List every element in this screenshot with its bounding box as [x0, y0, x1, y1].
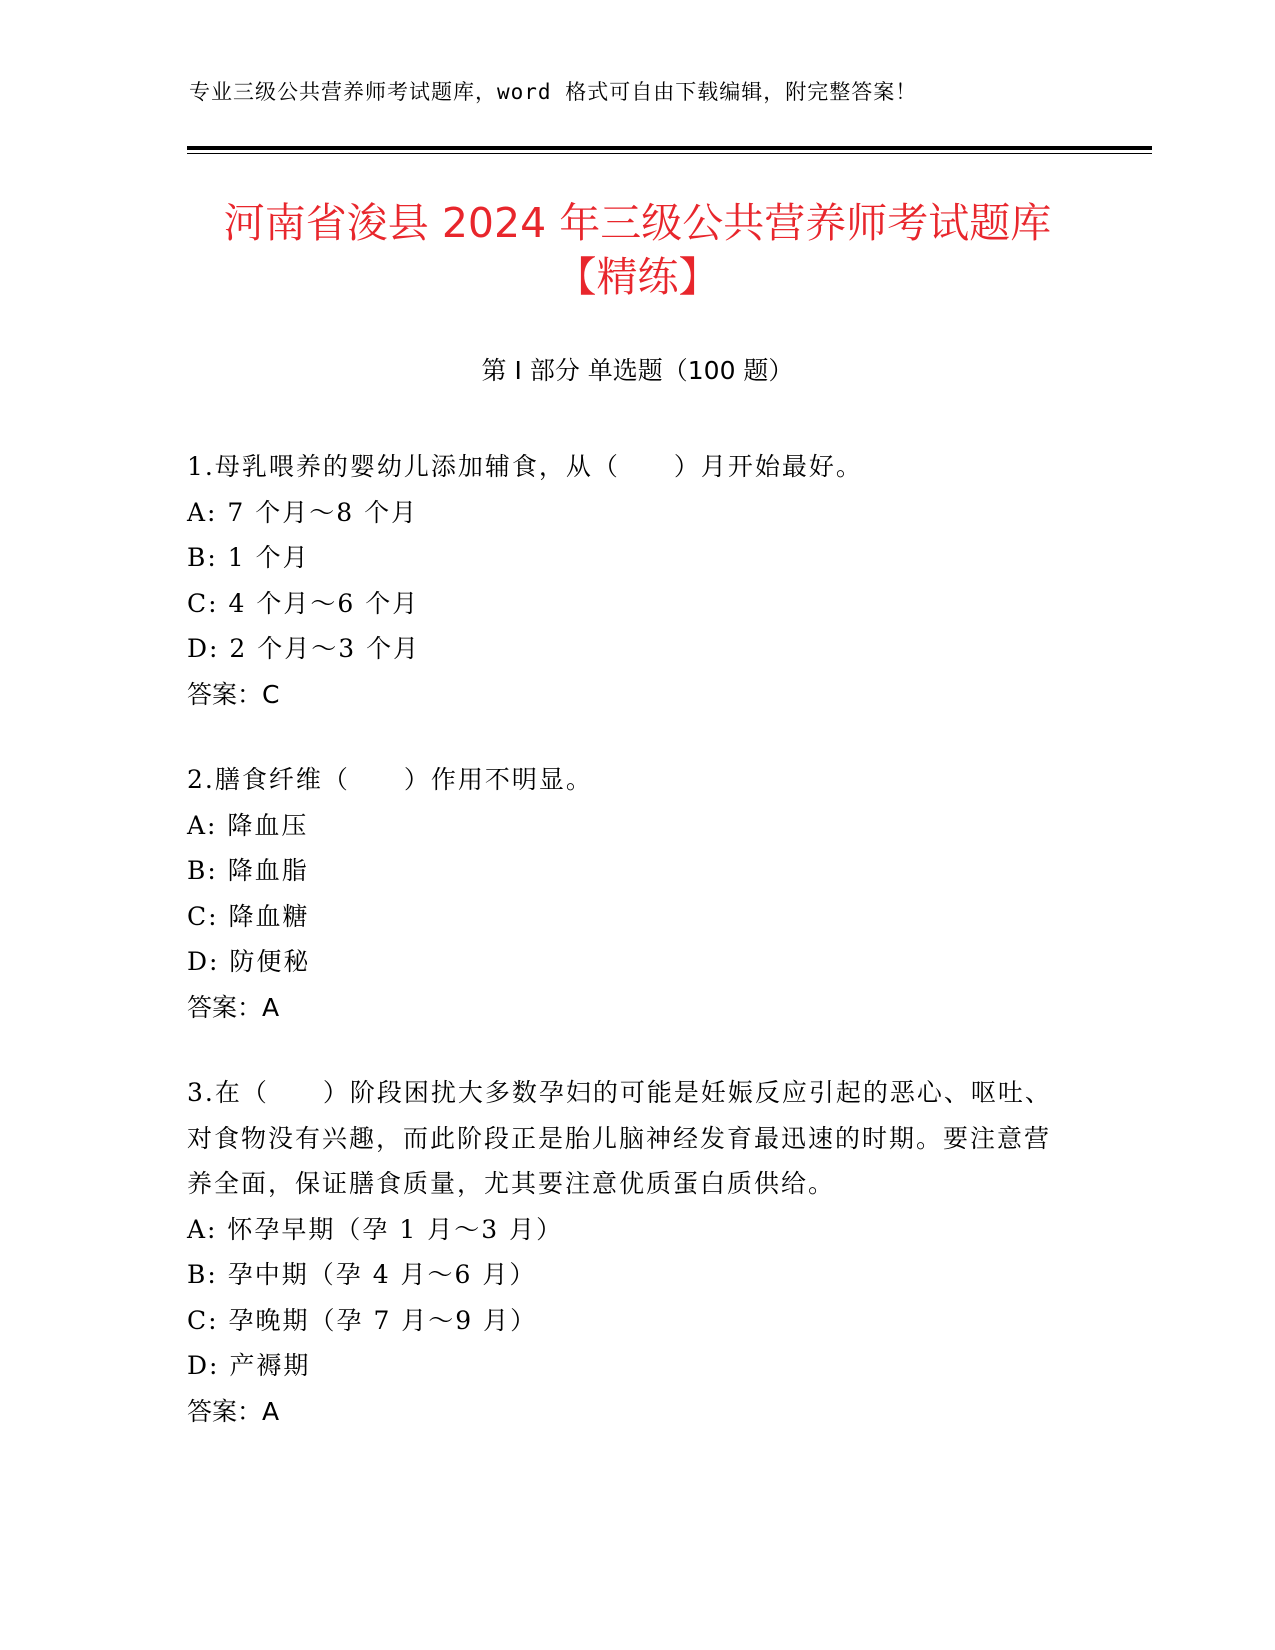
- option-d: D: 产褥期: [187, 1351, 311, 1380]
- question-2: [187, 757, 1067, 1030]
- header-rule-thin: [187, 153, 1152, 154]
- question-stem: 1.母乳喂养的婴幼儿添加辅食，从（ ）月开始最好。: [187, 452, 863, 481]
- option-d: D: 2 个月～3 个月: [187, 634, 421, 663]
- option-b: B: 降血脂: [187, 856, 309, 885]
- answer: 答案：A: [187, 992, 280, 1022]
- question-list: [187, 444, 1067, 1474]
- option-b: B: 孕中期（孕 4 月～6 月）: [187, 1260, 537, 1289]
- question-stem: 2.膳食纤维（ ）作用不明显。: [187, 765, 593, 794]
- option-d: D: 防便秘: [187, 947, 311, 976]
- question-1: [187, 444, 1067, 717]
- document-title-line-1: 河南省浚县 2024 年三级公共营养师考试题库: [223, 199, 1052, 247]
- option-c: C: 4 个月～6 个月: [187, 588, 420, 618]
- question-3: [187, 1070, 1067, 1434]
- answer: 答案：C: [187, 679, 280, 709]
- option-a: A: 7 个月～8 个月: [187, 497, 419, 527]
- document-title: [100, 196, 1175, 304]
- option-c: C: 降血糖: [187, 901, 310, 931]
- header-note: 专业三级公共营养师考试题库，word 格式可自由下载编辑，附完整答案！: [189, 80, 918, 104]
- option-b: B: 1 个月: [187, 543, 310, 572]
- section-heading: 第 I 部分 单选题（100 题）: [481, 356, 794, 385]
- option-c: C: 孕晚期（孕 7 月～9 月）: [187, 1305, 538, 1335]
- document-title-line-2: 【精练】: [555, 253, 720, 301]
- header-rule-thick: [187, 146, 1152, 150]
- question-stem: 3.在（ ）阶段困扰大多数孕妇的可能是妊娠反应引起的恶心、呕吐、对食物没有兴趣，而此阶段正是胎儿脑神经发育最迅速的时期。要注意营养全面，保证膳食质量，尤其要注意优质蛋白质供给。: [187, 1078, 1052, 1198]
- option-a: A: 怀孕早期（孕 1 月～3 月）: [187, 1214, 564, 1244]
- option-a: A: 降血压: [187, 810, 309, 840]
- answer: 答案：A: [187, 1396, 280, 1426]
